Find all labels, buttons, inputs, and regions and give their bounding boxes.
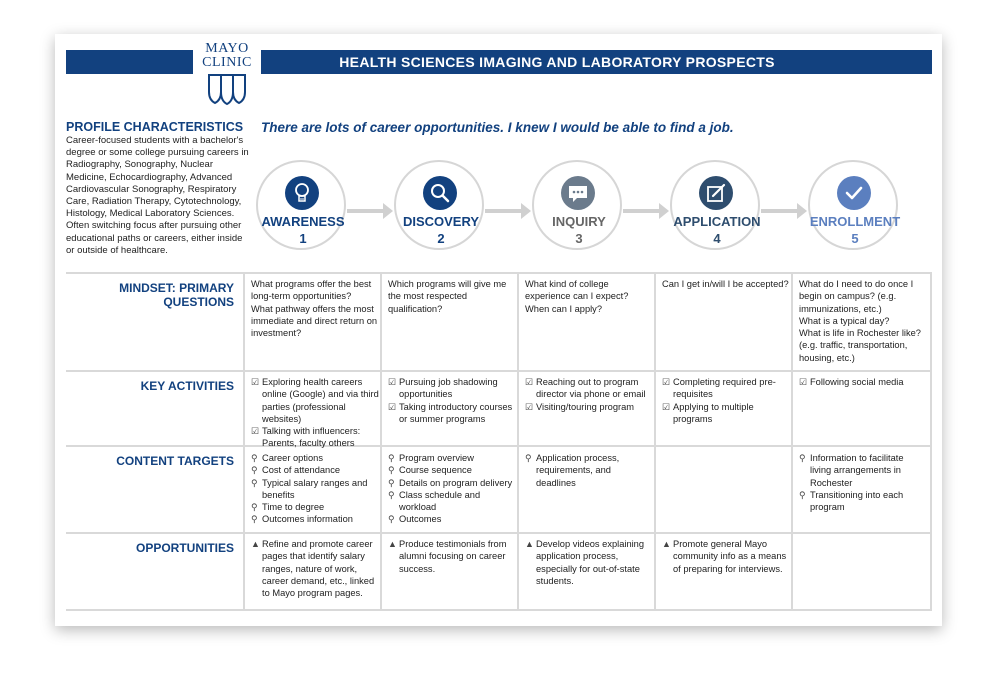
cell-item xyxy=(525,452,653,489)
bullet-marker-icon: ☑ xyxy=(251,426,260,437)
cell-item-text: Following social media xyxy=(810,377,904,387)
cell-item-text: What is a typical day? xyxy=(799,315,890,326)
cell-item xyxy=(251,452,379,464)
cell-item xyxy=(388,376,516,401)
cell-item-text: Promote general Mayo community info as a means of preparing for interviews. xyxy=(673,539,787,574)
bullet-marker-icon: ☑ xyxy=(662,401,671,412)
bullet-marker-icon: ⚲ xyxy=(388,453,395,463)
cell-item-text: Typical salary ranges and benefits xyxy=(262,477,368,500)
stage-name: INQUIRY xyxy=(552,214,606,229)
bullet-marker-icon: ☑ xyxy=(251,377,260,387)
cell-item xyxy=(388,464,516,476)
cell-item xyxy=(525,538,653,587)
cell-item-text: Career options xyxy=(262,453,323,463)
grid-line xyxy=(66,532,932,534)
stage-number: 2 xyxy=(437,231,445,246)
bullet-marker-icon: ⚲ xyxy=(388,477,395,488)
bullet-marker-icon: ⚲ xyxy=(799,453,806,463)
grid-cell xyxy=(388,376,516,425)
cell-item-text: What do I need to do once I begin on campus? (e.g. immunizations, etc.) xyxy=(799,279,914,314)
journey-map-card xyxy=(55,34,942,626)
cell-item xyxy=(662,278,790,290)
cell-item-text: What kind of college experience can I expect? xyxy=(525,279,629,302)
bullet-marker-icon: ⚲ xyxy=(251,502,258,513)
bullet-marker-icon: ☑ xyxy=(799,377,808,387)
stage-number: 4 xyxy=(713,231,721,246)
bullet-marker-icon: ▲ xyxy=(525,539,534,549)
grid-cell xyxy=(251,452,379,526)
cell-item-text: Produce testimonials from alumni focusing on career success. xyxy=(399,539,507,574)
grid-cell xyxy=(662,278,790,290)
cell-item-text: Pursuing job shadowing opportunities xyxy=(399,377,498,400)
grid-line xyxy=(243,272,245,611)
stage-arrow xyxy=(623,209,659,213)
bullet-marker-icon: ⚲ xyxy=(251,514,258,525)
grid-cell xyxy=(388,278,516,315)
bullet-marker-icon: ☑ xyxy=(525,377,534,387)
cell-item xyxy=(799,278,927,315)
cell-item-text: Information to facilitate living arrangements in Rochester xyxy=(810,453,904,488)
cell-item-text: Program overview xyxy=(399,453,474,463)
page-title: HEALTH SCIENCES IMAGING AND LABORATORY PROSPECTS xyxy=(339,54,775,70)
stage-name: DISCOVERY xyxy=(402,214,480,229)
cell-item xyxy=(525,401,653,413)
stage-name: APPLICATION xyxy=(673,214,761,229)
cell-item-text: Outcomes xyxy=(399,514,442,525)
cell-item-text: What pathway offers the most immediate and direct return on investment? xyxy=(251,303,378,339)
cell-item xyxy=(251,376,379,425)
stage-application xyxy=(670,160,760,250)
bullet-marker-icon: ☑ xyxy=(388,401,397,412)
grid-cell xyxy=(799,376,927,388)
stage-discovery xyxy=(394,160,484,250)
cell-item-text: Applying to multiple programs xyxy=(673,401,754,424)
grid-cell xyxy=(251,376,379,450)
cell-item xyxy=(388,452,516,464)
cell-item xyxy=(251,513,379,525)
row-label-key-activities: KEY ACTIVITIES xyxy=(140,379,234,393)
cell-item xyxy=(662,538,790,575)
grid-line xyxy=(66,609,932,611)
cell-item xyxy=(525,303,653,315)
bullet-marker-icon: ▲ xyxy=(662,539,671,549)
grid-line xyxy=(66,370,932,372)
row-label-mindset: MINDSET: PRIMARY QUESTIONS xyxy=(119,281,234,309)
cell-item xyxy=(388,538,516,575)
cell-item xyxy=(251,278,379,303)
cell-item xyxy=(251,538,379,599)
cell-item xyxy=(388,513,516,525)
stage-name: ENROLLMENT xyxy=(809,214,901,229)
journey-grid xyxy=(66,272,932,611)
profile-text: Career-focused students with a bachelor's degree or some college pursuing careers in Radiography, Sonography, Nuclear Medicine, Echocardiography, Advanced Cardiovascular Sonography, Respiratory Care, Radiation Therapy, Cytotechnology, Histology, Medical Laboratory Sciences. Often switching focus after pursuing other educational paths or careers, either inside or outside of healthcare. xyxy=(66,135,249,256)
cell-item-text: Application process, requirements, and deadlines xyxy=(536,453,620,488)
cell-item-text: Cost of attendance xyxy=(262,465,341,476)
grid-line xyxy=(654,272,656,611)
cell-item-text: Refine and promote career pages that identify salary ranges, nature of work, career demand, etc., linked to Mayo program pages. xyxy=(262,539,375,599)
cell-item-text: Completing required pre-requisites xyxy=(673,377,776,400)
bullet-marker-icon: ☑ xyxy=(662,377,671,387)
cell-item xyxy=(251,425,379,450)
row-label-content-targets: CONTENT TARGETS xyxy=(116,454,234,468)
logo-line-2: CLINIC xyxy=(202,55,252,70)
grid-cell xyxy=(525,452,653,489)
grid-line xyxy=(517,272,519,611)
grid-cell xyxy=(251,538,379,599)
bullet-marker-icon: ⚲ xyxy=(251,477,258,488)
cell-item-text: Reaching out to program director via phone or email xyxy=(536,377,646,400)
stage-name: AWARENESS xyxy=(261,214,345,229)
grid-line xyxy=(380,272,382,611)
grid-cell xyxy=(251,278,379,339)
grid-line xyxy=(66,272,932,274)
cell-item xyxy=(251,477,379,502)
lightbulb-icon xyxy=(285,176,319,210)
magnifier-icon xyxy=(423,176,457,210)
logo-line-1: MAYO xyxy=(205,41,249,56)
stage-inquiry xyxy=(532,160,622,250)
grid-cell xyxy=(799,452,927,513)
cell-item-text: Develop videos explaining application process, especially for out-of-state students. xyxy=(536,539,645,586)
cell-item-text: Taking introductory courses or summer programs xyxy=(399,401,513,424)
cell-item-text: What is life in Rochester like? (e.g. traffic, transportation, housing, etc.) xyxy=(799,328,921,363)
cell-item xyxy=(525,376,653,401)
stage-arrow xyxy=(347,209,383,213)
cell-item xyxy=(388,278,516,315)
cell-item-text: Can I get in/will I be accepted? xyxy=(662,279,789,289)
grid-cell xyxy=(388,452,516,526)
cell-item xyxy=(388,489,516,514)
stage-enrollment xyxy=(808,160,901,250)
bullet-marker-icon: ⚲ xyxy=(251,465,258,476)
cell-item xyxy=(799,452,927,489)
cell-item xyxy=(388,477,516,489)
cell-item xyxy=(251,464,379,476)
cell-item xyxy=(799,315,927,327)
bullet-marker-icon: ⚲ xyxy=(799,489,806,500)
cell-item xyxy=(662,376,790,401)
bullet-marker-icon: ☑ xyxy=(525,401,534,412)
bullet-marker-icon: ▲ xyxy=(251,539,260,549)
grid-cell xyxy=(525,538,653,587)
grid-line xyxy=(66,445,932,447)
cell-item-text: What programs offer the best long-term opportunities? xyxy=(251,279,372,302)
cell-item-text: Time to degree xyxy=(262,502,325,513)
profile-title: PROFILE CHARACTERISTICS xyxy=(66,120,244,134)
cell-item xyxy=(662,401,790,426)
stage-number: 3 xyxy=(575,231,583,246)
chat-bubble-icon xyxy=(561,176,595,210)
cell-item xyxy=(388,401,516,426)
row-label-opportunities: OPPORTUNITIES xyxy=(135,541,234,555)
grid-cell xyxy=(525,278,653,315)
shield-icon xyxy=(207,72,247,106)
bullet-marker-icon: ⚲ xyxy=(388,465,395,476)
cell-item-text: Outcomes information xyxy=(262,514,353,525)
cell-item xyxy=(799,489,927,514)
grid-cell xyxy=(662,538,790,575)
stage-number: 1 xyxy=(299,231,307,246)
cell-item-text: Details on program delivery xyxy=(399,477,513,488)
grid-cell xyxy=(388,538,516,575)
bullet-marker-icon: ⚲ xyxy=(388,514,395,525)
grid-cell xyxy=(662,376,790,425)
grid-cell xyxy=(525,376,653,413)
cell-item-text: Visiting/touring program xyxy=(536,401,635,412)
stage-arrow xyxy=(761,209,797,213)
stage-awareness xyxy=(256,160,346,250)
bullet-marker-icon: ⚲ xyxy=(251,453,258,463)
bullet-marker-icon: ⚲ xyxy=(388,489,395,500)
stage-arrow xyxy=(485,209,521,213)
cell-item xyxy=(799,376,927,388)
persona-quote: There are lots of career opportunities. I knew I would be able to find a job. xyxy=(261,120,734,135)
bullet-marker-icon: ⚲ xyxy=(525,453,532,463)
grid-cell xyxy=(799,278,927,364)
cell-item-text: Which programs will give me the most respected qualification? xyxy=(388,279,507,314)
cell-item-text: Class schedule and workload xyxy=(399,489,481,513)
checkmark-icon xyxy=(837,176,871,210)
cell-item xyxy=(525,278,653,303)
stage-number: 5 xyxy=(851,231,859,246)
cell-item-text: Transitioning into each program xyxy=(810,489,904,513)
grid-line xyxy=(791,272,793,611)
mayo-clinic-logo xyxy=(193,42,261,114)
cell-item xyxy=(251,303,379,340)
cell-item-text: When can I apply? xyxy=(525,303,603,314)
bullet-marker-icon: ☑ xyxy=(388,377,397,387)
grid-line xyxy=(930,272,932,611)
cell-item-text: Course sequence xyxy=(399,465,472,476)
cell-item xyxy=(251,501,379,513)
cell-item-text: Exploring health careers online (Google) and via third parties (professional websites) xyxy=(262,377,379,424)
cell-item-text: Talking with influencers: Parents, faculty others xyxy=(262,426,361,449)
edit-icon xyxy=(699,176,733,210)
bullet-marker-icon: ▲ xyxy=(388,539,397,549)
cell-item xyxy=(799,327,927,364)
